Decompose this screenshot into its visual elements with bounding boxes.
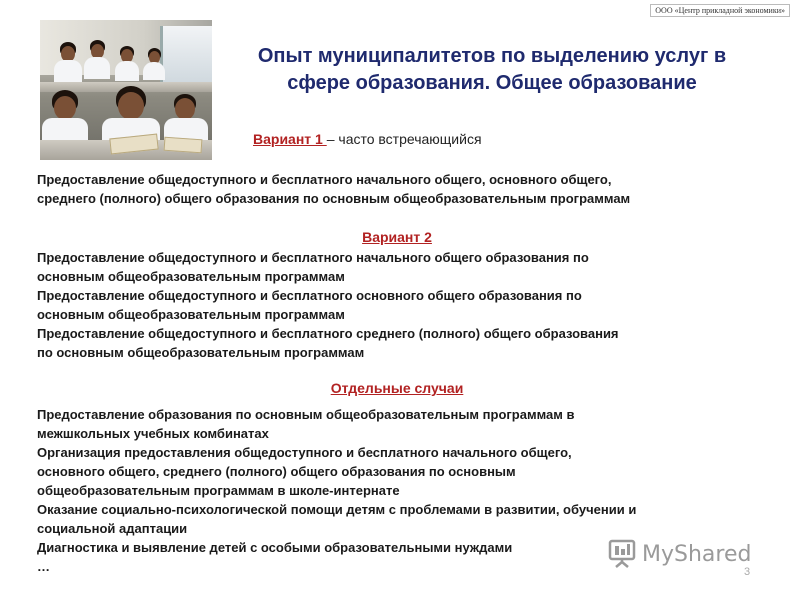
text-line: среднего (полного) общего образования по основным общеобразовательным программам: [37, 191, 631, 206]
title-line-2: сфере образования. Общее образование: [287, 72, 697, 94]
special-cases-label: Отдельные случаи: [330, 380, 464, 396]
text-line: Предоставление общедоступного и бесплатного начального общего, основного общего,: [37, 172, 612, 187]
myshared-logo-icon: [608, 539, 636, 569]
variant-1-label: Вариант 1: [253, 131, 327, 147]
watermark-text: MyShared: [642, 541, 752, 567]
text-line: основным общеобразовательным программам: [37, 307, 345, 322]
text-line: Предоставление общедоступного и бесплатного начального общего образования по: [37, 250, 589, 265]
variant-1-heading: [253, 131, 482, 147]
slide-title: [222, 43, 762, 97]
text-line: Организация предоставления общедоступного и бесплатного начального общего,: [37, 445, 572, 460]
text-line: по основным общеобразовательным программам: [37, 345, 365, 360]
text-line: Диагностика и выявление детей с особыми образовательными нуждами: [37, 540, 513, 555]
myshared-watermark: [608, 534, 751, 574]
variant-2-label: Вариант 2: [362, 229, 432, 245]
text-line: социальной адаптации: [37, 521, 188, 536]
text-line: межшкольных учебных комбинатах: [37, 426, 269, 441]
company-name: ООО «Центр прикладной экономики»: [650, 4, 790, 17]
text-line: …: [37, 559, 50, 574]
variant-1-text: [37, 170, 757, 208]
text-line: основного общего, среднего (полного) общего образования по основным: [37, 464, 516, 479]
text-line: Предоставление образования по основным общеобразовательным программам в: [37, 407, 575, 422]
text-line: Оказание социально-психологической помощи детям с проблемами в развитии, обучении и: [37, 502, 637, 517]
variant-2-text: [37, 248, 757, 362]
text-line: Предоставление общедоступного и бесплатного основного общего образования по: [37, 288, 582, 303]
text-line: основным общеобразовательным программам: [37, 269, 345, 284]
page-number: 3: [744, 566, 751, 578]
variant-1-suffix: – часто встречающийся: [326, 131, 482, 147]
title-line-1: Опыт муниципалитетов по выделению услуг в: [257, 45, 727, 67]
text-line: общеобразовательным программам в школе-интернате: [37, 483, 400, 498]
classroom-photo: [40, 20, 212, 160]
text-line: Предоставление общедоступного и бесплатного среднего (полного) общего образования: [37, 326, 619, 341]
